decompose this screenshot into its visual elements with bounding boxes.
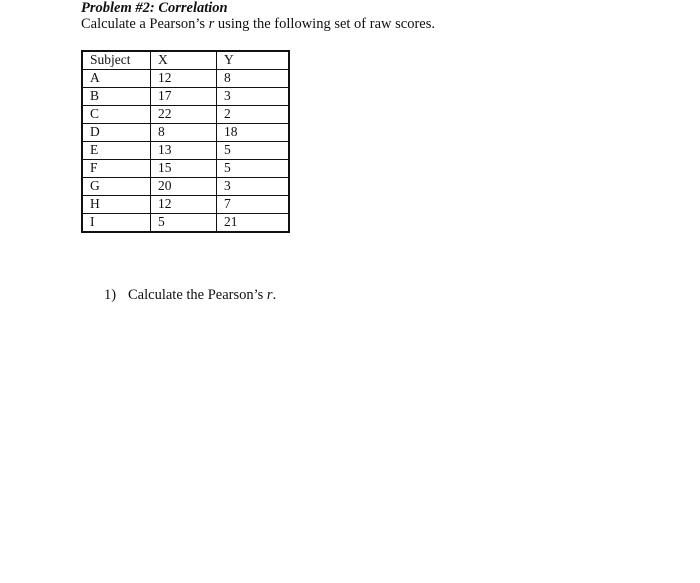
header-x: X xyxy=(151,51,217,70)
cell-x: 5 xyxy=(151,214,217,233)
cell-y: 5 xyxy=(217,160,290,178)
cell-x: 17 xyxy=(151,88,217,106)
cell-y: 2 xyxy=(217,106,290,124)
cell-subject: F xyxy=(82,160,151,178)
cell-subject: H xyxy=(82,196,151,214)
cell-y: 5 xyxy=(217,142,290,160)
cell-y: 7 xyxy=(217,196,290,214)
instruction-text-before: Calculate a Pearson’s xyxy=(81,16,209,32)
cell-subject: C xyxy=(82,106,151,124)
cell-subject: E xyxy=(82,142,151,160)
cell-y: 18 xyxy=(217,124,290,142)
problem-instruction xyxy=(81,16,435,33)
instruction-variable: r xyxy=(208,16,215,32)
cell-x: 12 xyxy=(151,196,217,214)
table-row xyxy=(82,196,289,214)
cell-x: 20 xyxy=(151,178,217,196)
instruction-text-after: using the following set of raw scores. xyxy=(214,16,435,32)
cell-y: 21 xyxy=(217,214,290,233)
header-subject: Subject xyxy=(82,51,151,70)
table-row xyxy=(82,106,289,124)
question-1 xyxy=(104,287,276,304)
cell-x: 22 xyxy=(151,106,217,124)
table-row xyxy=(82,214,289,233)
raw-scores-table xyxy=(81,50,290,233)
table-row xyxy=(82,88,289,106)
cell-subject: B xyxy=(82,88,151,106)
cell-y: 3 xyxy=(217,178,290,196)
cell-subject: D xyxy=(82,124,151,142)
cell-subject: A xyxy=(82,70,151,88)
table-row xyxy=(82,70,289,88)
problem-title: Problem #2: Correlation xyxy=(81,0,228,16)
cell-x: 15 xyxy=(151,160,217,178)
question-text-after: . xyxy=(272,287,277,303)
question-variable: r xyxy=(266,287,273,303)
table-row xyxy=(82,160,289,178)
cell-x: 13 xyxy=(151,142,217,160)
cell-subject: I xyxy=(82,214,151,233)
cell-subject: G xyxy=(82,178,151,196)
table-row xyxy=(82,142,289,160)
cell-y: 3 xyxy=(217,88,290,106)
header-y: Y xyxy=(217,51,290,70)
table-header-row xyxy=(82,51,289,70)
question-text-before: Calculate the Pearson’s xyxy=(128,287,267,303)
table-row xyxy=(82,124,289,142)
table-row xyxy=(82,178,289,196)
question-number: 1) xyxy=(104,287,117,303)
cell-x: 8 xyxy=(151,124,217,142)
cell-y: 8 xyxy=(217,70,290,88)
cell-x: 12 xyxy=(151,70,217,88)
